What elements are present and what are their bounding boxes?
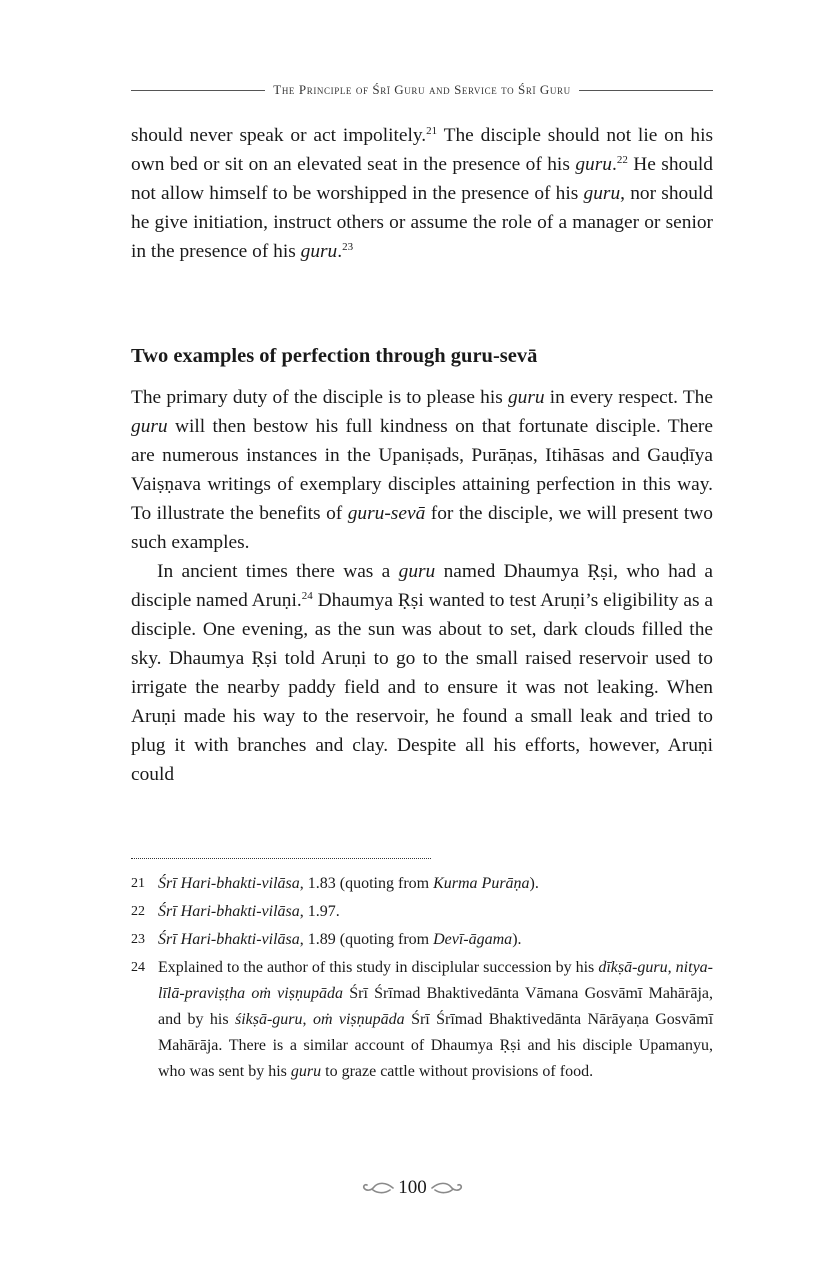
footnote-ref[interactable]: 22 xyxy=(616,154,628,166)
page-footer xyxy=(0,1177,825,1199)
footnote xyxy=(131,927,713,953)
italic-term: nitya-līlā-praviṣṭha oṁ viṣṇupāda xyxy=(158,959,713,1002)
italic-term: Śrī Hari-bhakti-vilāsa xyxy=(158,931,300,948)
footnote-number: 21 xyxy=(131,876,145,891)
footnote xyxy=(131,871,713,897)
section-body xyxy=(131,383,713,789)
italic-term: guru xyxy=(575,154,612,175)
italic-term: Śrī Hari-bhakti-vilāsa xyxy=(158,875,300,892)
italic-term: guru xyxy=(583,183,621,204)
footnote-text: Śrī Hari-bhakti-vilāsa, 1.83 (quoting from Kurma Purāṇa). xyxy=(158,875,539,892)
italic-term: guru xyxy=(507,387,545,408)
paragraph: The primary duty of the disciple is to please his guru in every respect. The guru will then bestow his full kindness on that fortunate disciple. There are numerous instances in the Upaniṣads, Purāṇas, Itihāsas and Gauḍīya Vaiṣṇava writings of exemplary disciples attaining perfection in this way. To illustrate the benefits of guru-sevā for the disciple, we will present two such examples. xyxy=(131,387,714,553)
italic-term: Śrī Hari-bhakti-vilāsa xyxy=(158,903,300,920)
italic-term: oṁ viṣṇupāda xyxy=(312,1011,405,1028)
running-head-rule-right xyxy=(579,90,713,91)
footnote-ref[interactable]: 21 xyxy=(426,125,438,137)
footnote-text: Śrī Hari-bhakti-vilāsa, 1.89 (quoting from Devī-āgama). xyxy=(158,931,522,948)
italic-term: dīkṣā-guru xyxy=(598,959,668,976)
italic-term: guru xyxy=(131,416,168,437)
footnote-ref[interactable]: 23 xyxy=(342,241,354,253)
footnote-ref[interactable]: 24 xyxy=(301,590,313,602)
italic-term: Kurma Purāṇa xyxy=(433,875,530,892)
italic-term: guru xyxy=(300,241,338,262)
italic-term: Devī-āgama xyxy=(433,931,513,948)
ornament-left-icon xyxy=(360,1181,394,1195)
footnotes xyxy=(131,871,713,1087)
running-head xyxy=(131,82,713,98)
footnote-number: 24 xyxy=(131,960,145,975)
page-number: 100 xyxy=(398,1177,427,1198)
italic-term: guru xyxy=(398,561,436,582)
footnote-divider xyxy=(131,858,431,859)
ornament-right-icon xyxy=(431,1181,465,1195)
footnote-number: 23 xyxy=(131,932,145,947)
footnote-number: 22 xyxy=(131,904,145,919)
italic-term: śikṣā-guru xyxy=(234,1011,303,1028)
italic-term: guru-sevā xyxy=(347,503,426,524)
footnote-text: Explained to the author of this study in disciplular succession by his dīkṣā-guru, nitya-līlā-praviṣṭha oṁ viṣṇupāda Śrī Śrīmad Bhaktivedānta Vāmana Gosvāmī Mahārāja, and by his śikṣā-guru, oṁ viṣṇupāda Śrī Śrīmad Bhaktivedānta Nārāyaṇa Gosvāmī Mahārāja. There is a similar account of Dhaumya Ṛṣi and his disciple Upamanyu, who was sent by his guru to graze cattle without provisions of food. xyxy=(158,959,714,1080)
paragraph-continued xyxy=(131,121,713,266)
section-heading: Two examples of perfection through guru-sevā xyxy=(131,345,538,367)
footnote xyxy=(131,899,713,925)
footnote-text: Śrī Hari-bhakti-vilāsa, 1.97. xyxy=(158,903,340,920)
paragraph: should never speak or act impolitely.$^{21}$ The disciple should not lie on his own bed or sit on an elevated seat in the presence of his guru.$^{22}$ He should not allow himself to be worshipped in the presence of his guru, nor should he give initiation, instruct others or assume the role of a manager or senior in the presence of his guru.$^{23}$ xyxy=(131,125,714,262)
running-head-rule-left xyxy=(131,90,265,91)
running-head-title: The Principle of Śrī Guru and Service to Śrī Guru xyxy=(273,82,571,97)
italic-term: guru xyxy=(290,1063,322,1080)
paragraph: In ancient times there was a guru named Dhaumya Ṛṣi, who had a disciple named Aruṇi.$^{24}$ Dhaumya Ṛṣi wanted to test Aruṇi’s eligibility as a disciple. One evening, as the sun was about to set, dark clouds filled the sky. Dhaumya Ṛṣi told Aruṇi to go to the small raised reservoir used to irrigate the nearby paddy field and to ensure it was not leaking. When Aruṇi made his way to the reservoir, he found a small leak and tried to plug it with branches and clay. Despite all his efforts, however, Aruṇi could xyxy=(131,561,714,785)
footnote xyxy=(131,955,713,1085)
